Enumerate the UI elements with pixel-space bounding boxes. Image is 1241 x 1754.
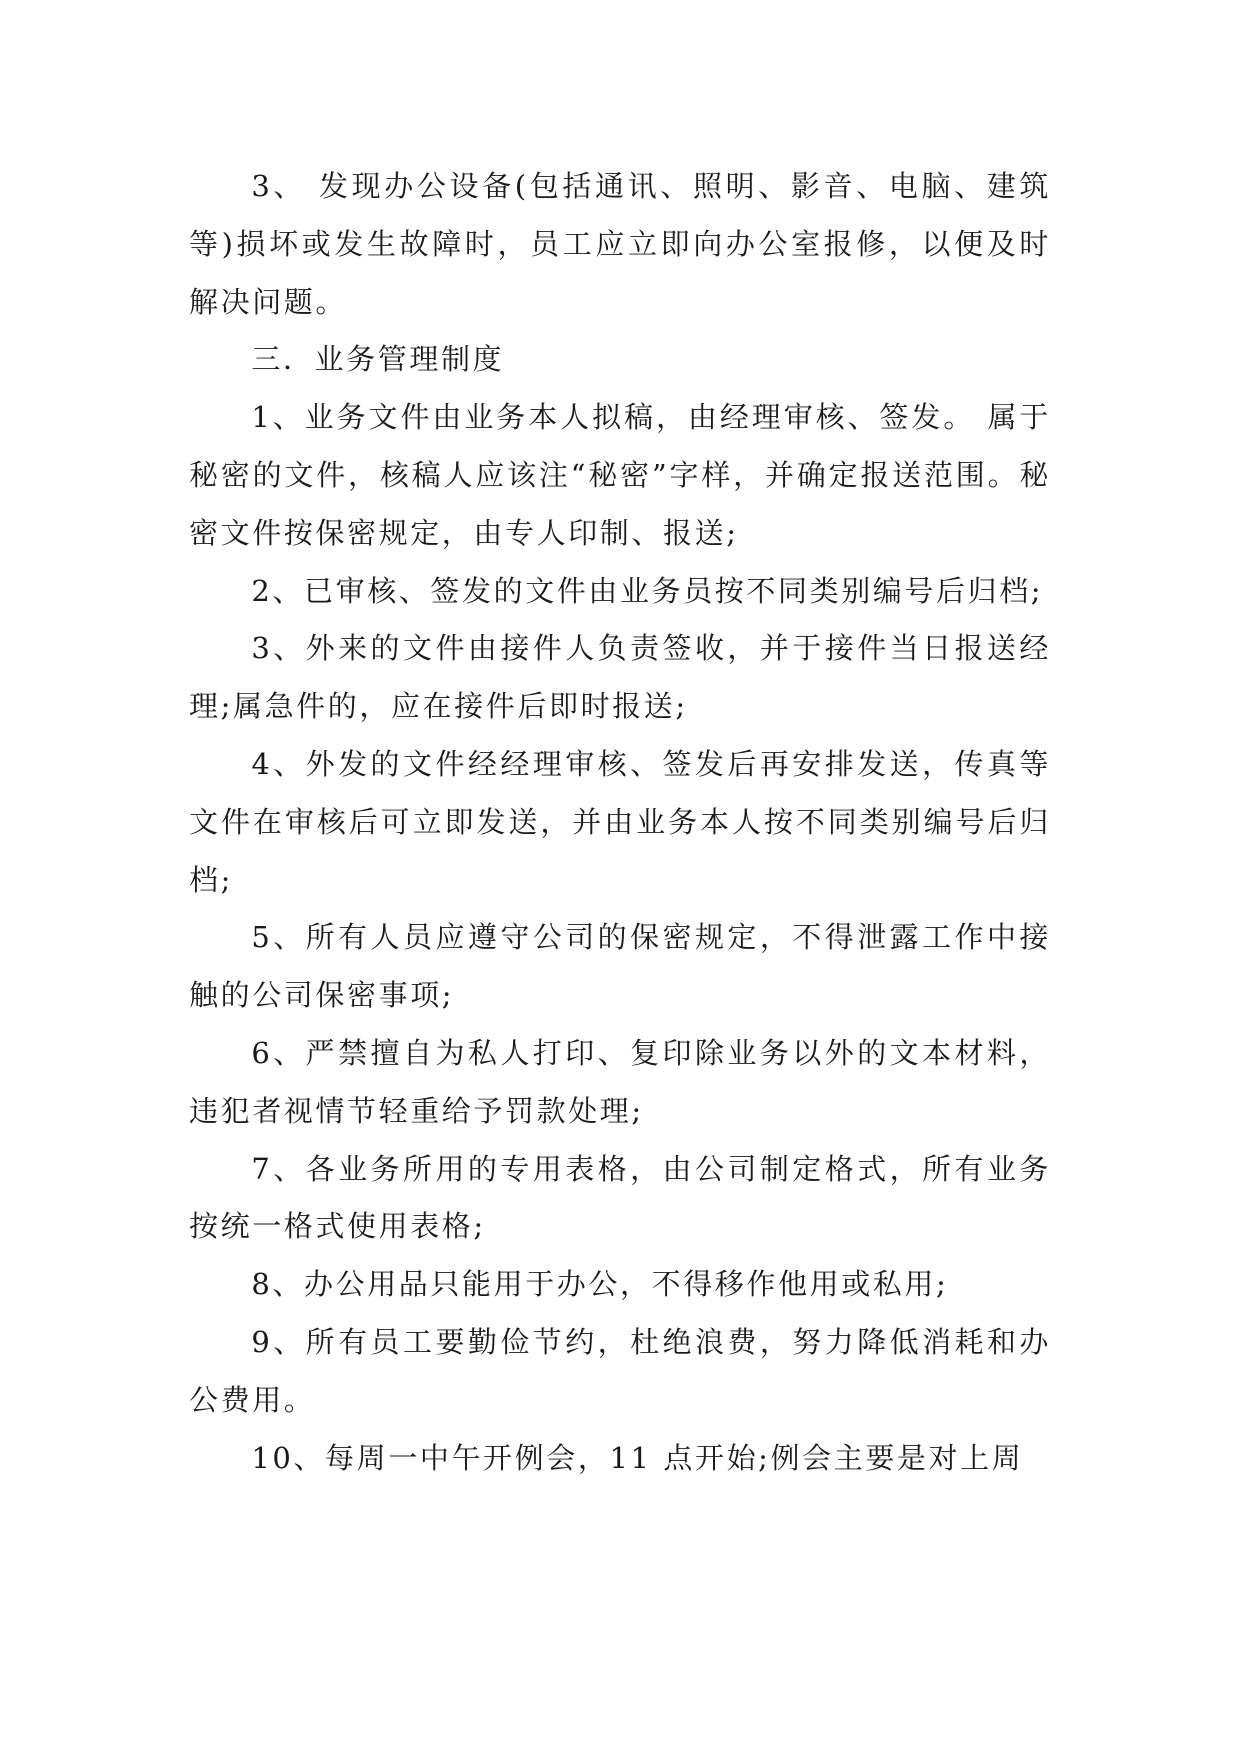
paragraph-rule-2: 2、已审核、签发的文件由业务员按不同类别编号后归档; (251, 573, 1044, 608)
paragraph-equipment-repair: 3、 发现办公设备(包括通讯、照明、影音、电脑、建筑等)损坏或发生故障时，员工应立即向办公室报修，以便及时解决问题。 (189, 169, 1051, 319)
paragraph-rule-4: 4、外发的文件经经理审核、签发后再安排发送，传真等文件在审核后可立即发送，并由业务本人按不同类别编号后归档; (189, 746, 1051, 897)
document-body (189, 158, 1051, 1487)
paragraph-rule-9: 9、所有员工要勤俭节约，杜绝浪费，努力降低消耗和办公费用。 (189, 1324, 1051, 1417)
paragraph-rule-3: 3、外来的文件由接件人负责签收，并于接件当日报送经理;属急件的，应在接件后即时报送; (189, 631, 1051, 724)
paragraph-rule-10: 10、每周一中午开例会，11 点开始;例会主要是对上周 (251, 1440, 1024, 1475)
paragraph-rule-7: 7、各业务所用的专用表格，由公司制定格式，所有业务按统一格式使用表格; (189, 1151, 1051, 1244)
section-heading-business-management: 三．业务管理制度 (251, 342, 505, 377)
paragraph-rule-1: 1、业务文件由业务本人拟稿，由经理审核、签发。 属于秘密的文件，核稿人应该注“秘密”字样，并确定报送范围。秘密文件按保密规定，由专人印制、报送; (189, 400, 1051, 550)
paragraph-rule-5: 5、所有人员应遵守公司的保密规定，不得泄露工作中接触的公司保密事项; (189, 920, 1051, 1013)
paragraph-rule-6: 6、严禁擅自为私人打印、复印除业务以外的文本材料，违犯者视情节轻重给予罚款处理; (189, 1035, 1051, 1128)
paragraph-rule-8: 8、办公用品只能用于办公，不得移作他用或私用; (251, 1267, 949, 1302)
